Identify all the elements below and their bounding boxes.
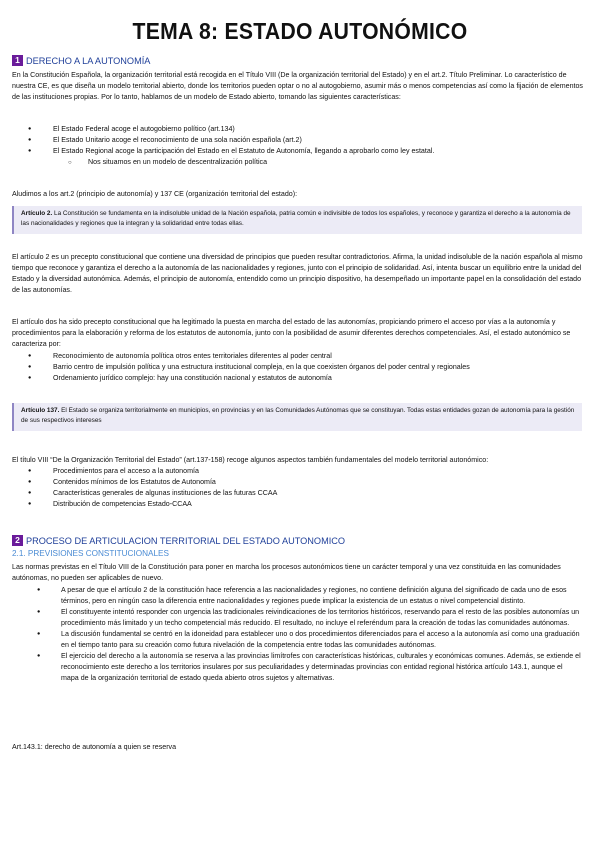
article-2-quote: [12, 206, 582, 234]
constitutional-provisions-list: [24, 585, 582, 684]
autonomic-state-features-list: [24, 351, 584, 384]
section-1-number: 1: [12, 55, 23, 66]
autonomy-legitimation-paragraph: El artículo dos ha sido precepto constitucional que ha legitimado la puesta en marcha del estado de las autonomías, propiciando primero el acceso por vías a la autonomía y procedimientos para la elaboración y reforma de los estatutos de autonomía, junto con la posibilidad de asumir diferentes derechos competenciales. Así, el estado autonómico se caracteriza por:: [12, 318, 571, 348]
section-1-heading: [12, 55, 150, 66]
section-1-title: DERECHO A LA AUTONOMÍA: [26, 55, 151, 66]
section-2-title: PROCESO DE ARTICULACION TERRITORIAL DEL ESTADO AUTONOMICO: [26, 535, 346, 546]
list-item: ● Procedimientos para el acceso a la autonomía: [24, 466, 584, 477]
article-137-text: El Estado se organiza territorialmente en municipios, en provincias y en las Comunidades Autónomas que se constituyan. Todas estas entidades gozan de autonomía para la gestión de sus respectivos intereses: [21, 407, 575, 424]
list-item: ● Reconocimiento de autonomía política otros entes territoriales diferentes al poder central: [24, 351, 584, 362]
list-item: ● A pesar de que el artículo 2 de la constitución hace referencia a las nacionalidades y regiones, no contiene definición alguna del significado de cada uno de esos términos, pero en ningún caso la diferencia entre nacionalidades y regiones puede implicar la existencia de un estatus o nivel competencial distinto.: [24, 585, 582, 607]
title-viii-aspects-list: [24, 466, 584, 510]
article-137-quote: [12, 403, 582, 431]
article-2-text: La Constitución se fundamenta en la indisoluble unidad de la Nación española, patria común e indivisible de todos los españoles, y reconoce y garantiza el derecho a la autonomía de las nacionalidades y regiones que la integran y la solidaridad entre todas ellas.: [21, 210, 571, 227]
model-characteristics-list: [24, 124, 584, 157]
article-2-label: Artículo 2.: [21, 210, 53, 217]
list-item: ● La discusión fundamental se centró en la idoneidad para establecer uno o dos procedimientos diferenciados para el acceso a la autonomía así como una graduación en el tiempo tanto para su creación como futura nivelación de la competencia entre todas las comunidades autónomas.: [24, 629, 582, 651]
list-item: ● El Estado Federal acoge el autogobierno político (art.134): [24, 124, 584, 135]
section-1-intro: En la Constitución Española, la organización territorial está recogida en el Título VIII (De la organización territorial del Estado) y en el art.2. Título Preliminar. Lo característico de nuestra CE, es que diseña un modelo territorial abierto, donde los territorios pueden optar o no al autogobierno, asumir más o menos competencias así como la fijación de elementos de las instituciones propias. Por lo tanto, hablamos de un modelo de Estado abierto, tomando las siguientes características:: [12, 71, 583, 101]
list-item: ● Contenidos mínimos de los Estatutos de Autonomía: [24, 477, 584, 488]
page-title: TEMA 8: ESTADO AUTONÓMICO: [132, 18, 468, 44]
article-2-analysis: El artículo 2 es un precepto constitucional que contiene una diversidad de principios que pueden resultar contradictorios. Afirma, la unidad indisoluble de la nación española al mismo tiempo que reconoce y garantiza el derecho a la autonomía de las nacionalidades y regiones, junto con el principio de solidaridad. Así, intenta buscar un equilibrio entre la unidad del Estado y la diversidad autonómica. Además, el principio de autonomía, entendido como un principio dispositivo, ha desempeñado un importante papel en la consolidación del estado de las autonomías.: [12, 253, 583, 294]
list-item: ● Barrio centro de impulsión política y una estructura institucional compleja, en la que coexisten órganos del poder central y regionales: [24, 362, 584, 373]
subsection-2-1-heading: 2.1. PREVISIONES CONSTITUCIONALES: [12, 549, 169, 558]
list-item: ● El constituyente intentó responder con urgencia las tradicionales reivindicaciones de los territorios históricos, reservando para el resto de las posibles autonomías un procedimiento más limitado y un techo competencial más reducido. El resultado, no incluye el referéndum para la creación de todas las comunidades autónomas.: [24, 607, 582, 629]
list-item: ● Ordenamiento jurídico complejo: hay una constitución nacional y estatutos de autonomía: [24, 373, 584, 384]
list-item: ● El Estado Unitario acoge el reconocimiento de una sola nación española (art.2): [24, 135, 584, 146]
list-item: ● Distribución de competencias Estado-CCAA: [24, 499, 584, 510]
article-137-label: Artículo 137.: [21, 407, 60, 414]
list-item: ● El Estado Regional acoge la participación del Estado en el Estatuto de Autonomía, llegando a aprobarlo como ley estatal.: [24, 146, 584, 157]
section-2-intro: Las normas previstas en el Título VIII de la Constitución para poner en marcha los procesos autonómicos tiene un carácter temporal y una vez constituida en las comunidades autónomas, no pueden ser aplicables de nuevo.: [12, 563, 561, 582]
list-item: ● El ejercicio del derecho a la autonomía se reserva a las provincias limítrofes con características históricas, culturales y económicas comunes. Además, se extiende el reconocimiento este derecho a los territorios insulares por sus peculiaridades y determinadas provincias con entidad regional histórica artículo 143.1, aunque el mapa de la organización territorial de estado queda abierto otros sujetos y alternativas.: [24, 651, 582, 684]
sub-list-item: [68, 157, 267, 169]
section-2-heading: [12, 535, 345, 546]
allusion-paragraph: Aludimos a los art.2 (principio de autonomía) y 137 CE (organización territorial del estado):: [12, 190, 298, 198]
list-item: ● Características generales de algunas instituciones de las futuras CCAA: [24, 488, 584, 499]
title-viii-paragraph: El título VIII “De la Organización Territorial del Estado” (art.137-158) recoge algunos aspectos también fundamentales del modelo territorial autonómico:: [12, 456, 489, 464]
section-2-number: 2: [12, 535, 23, 546]
article-143-note: Art.143.1: derecho de autonomía a quien se reserva: [12, 743, 177, 751]
sub-list-item-text: Nos situamos en un modelo de descentralización política: [88, 158, 268, 166]
circle-bullet-icon: ○: [68, 160, 72, 166]
